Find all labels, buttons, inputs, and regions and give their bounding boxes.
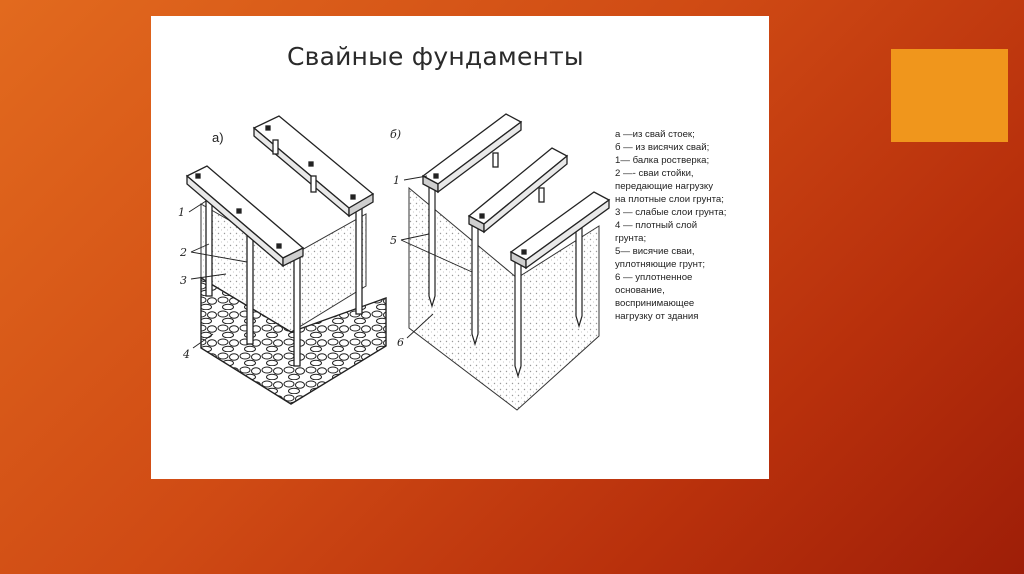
legend-line: нагрузку от здания	[615, 311, 699, 322]
accent-square	[891, 49, 1008, 142]
panel-a	[178, 116, 386, 404]
legend-line: основание,	[615, 285, 665, 296]
callout-a-1: 1	[178, 206, 185, 219]
callout-a-3: 3	[180, 274, 187, 287]
callout-b-6: 6	[397, 336, 404, 349]
legend-line: грунта;	[615, 233, 647, 244]
legend-line: 2 —- сваи стойки,	[615, 168, 694, 179]
legend-line: 3 — слабые слои грунта;	[615, 207, 727, 218]
legend-line: б — из висячих свай;	[615, 142, 710, 153]
pile-cap-beam-a-back	[254, 116, 373, 216]
legend-line: воспринимающее	[615, 298, 695, 309]
slide-title: Свайные фундаменты	[287, 42, 584, 71]
legend-line: передающие нагрузку	[615, 181, 714, 192]
legend-line: 1— балка ростверка;	[615, 155, 710, 166]
legend-line: а —из свай стоек;	[615, 129, 695, 140]
panel-b	[390, 114, 609, 410]
panel-b-label: б)	[390, 128, 402, 141]
slide-card	[151, 16, 769, 479]
callout-b-5: 5	[390, 234, 397, 247]
callout-a-2: 2	[180, 246, 187, 259]
legend	[615, 128, 765, 323]
panel-a-label: а)	[212, 130, 224, 145]
callout-b-1: 1	[393, 174, 400, 187]
legend-line: на плотные слои грунта;	[615, 194, 724, 205]
legend-line: 5— висячие сваи,	[615, 246, 695, 257]
callout-a-4: 4	[183, 348, 190, 361]
legend-line: 4 — плотный слой	[615, 220, 698, 231]
legend-line: уплотняющие грунт;	[615, 259, 706, 270]
legend-line: 6 — уплотненное	[615, 272, 693, 283]
